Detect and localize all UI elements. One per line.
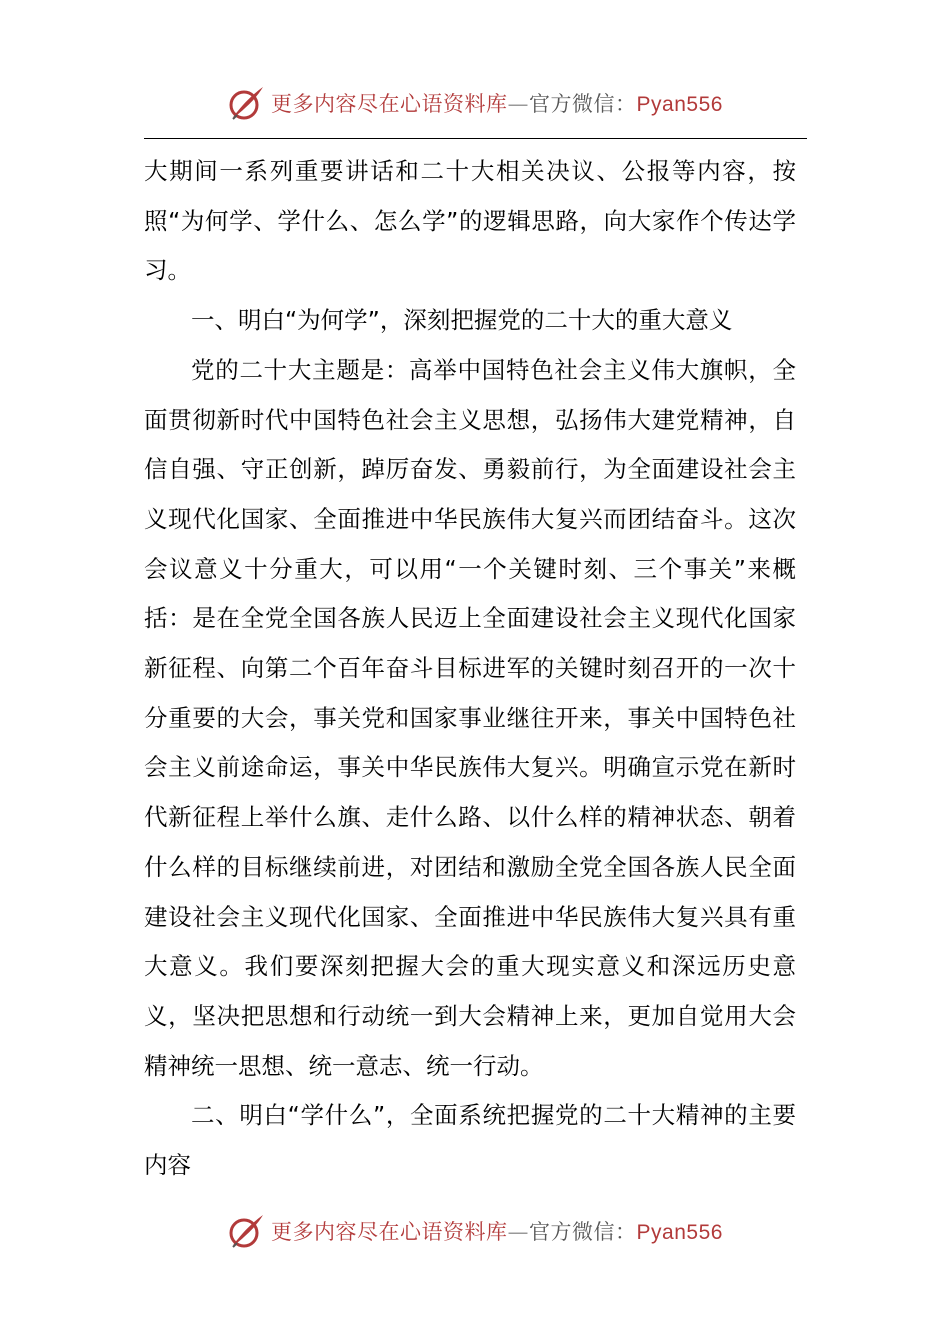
header-banner-text [271,88,723,118]
header-banner-dash: — [507,92,530,116]
quill-logo-icon [227,83,267,123]
footer-banner-dash: — [507,1220,530,1244]
footer-banner-lead: 更多内容尽在心语资料库 [271,1220,508,1244]
document-body [144,147,796,1191]
section-heading-1: 一、明白“为何学”，深刻把握党的二十大的重大意义 [191,306,733,335]
paragraph-continuation: 大期间一系列重要讲话和二十大相关决议、公报等内容，按照“为何学、学什么、怎么学”的逻辑思路，向大家作个传达学习。 [144,157,796,285]
quill-logo-icon [227,1211,267,1251]
paragraph-theme: 党的二十大主题是：高举中国特色社会主义伟大旗帜，全面贯彻新时代中国特色社会主义思想，弘扬伟大建党精神，自信自强、守正创新，踔厉奋发、勇毅前行，为全面建设社会主义现代化国家、全面推进中华民族伟大复兴而团结奋斗。这次会议意义十分重大，可以用“一个关键时刻、三个事关”来概括：是在全党全国各族人民迈上全面建设社会主义现代化国家新征程、向第二个百年奋斗目标进军的关键时刻召开的一次十分重要的大会，事关党和国家事业继往开来，事关中国特色社会主义前途命运，事关中华民族伟大复兴。明确宣示党在新时代新征程上举什么旗、走什么路、以什么样的精神状态、朝着什么样的目标继续前进，对团结和激励全党全国各族人民全面建设社会主义现代化国家、全面推进中华民族伟大复兴具有重大意义。我们要深刻把握大会的重大现实意义和深远历史意义，坚决把思想和行动统一到大会精神上来，更加自觉用大会精神统一思想、统一意志、统一行动。 [144,355,796,1080]
footer-banner-wechat-id: Pyan556 [636,1221,723,1244]
section-heading-2: 二、明白“学什么”，全面系统把握党的二十大精神的主要内容 [144,1101,796,1180]
footer-banner-text [271,1216,723,1246]
header-banner-wechat-id: Pyan556 [636,93,723,116]
header-banner-lead: 更多内容尽在心语资料库 [271,92,508,116]
header-banner-official: 官方微信： [529,92,637,116]
footer-banner-official: 官方微信： [529,1220,637,1244]
footer-banner [0,1208,950,1254]
header-rule [144,138,807,139]
header-banner [0,80,950,126]
